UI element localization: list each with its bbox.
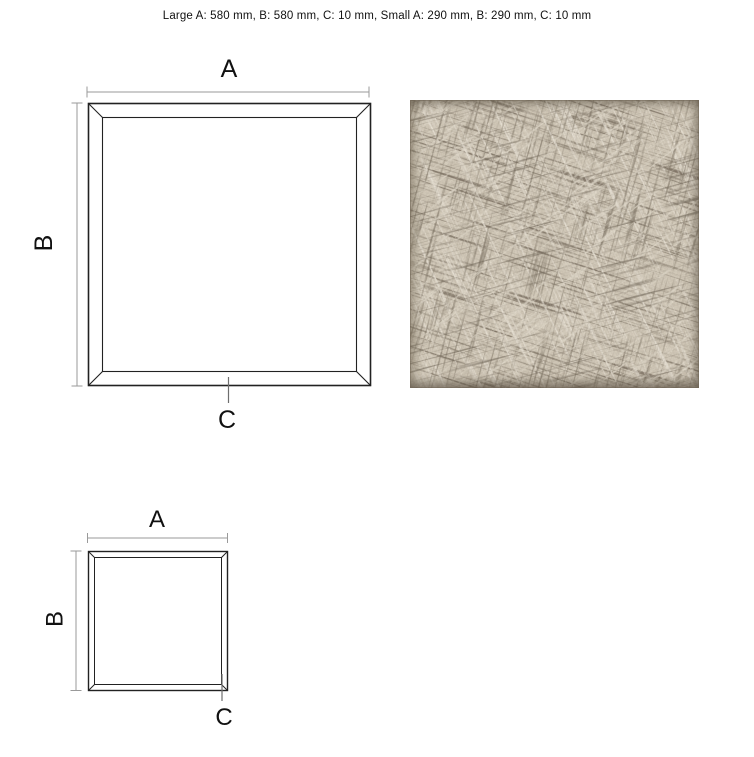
small-label-a: A (148, 506, 166, 533)
large-label-b: B (29, 234, 58, 252)
small-label-c: C (215, 704, 233, 731)
small-panel-outline (89, 552, 228, 691)
small-panel-line-drawing (40, 498, 265, 743)
large-panel-outline (89, 104, 371, 386)
large-label-c: C (217, 406, 237, 434)
wood-wool-panel-texture-photo (410, 100, 699, 388)
large-panel-line-drawing (28, 54, 390, 436)
large-dimension-lines (72, 87, 370, 387)
texture-render (410, 100, 699, 388)
large-label-a: A (220, 55, 238, 83)
small-label-b: B (41, 610, 69, 628)
dimensions-title: Large A: 580 mm, B: 580 mm, C: 10 mm, Small A: 290 mm, B: 290 mm, C: 10 mm (162, 10, 592, 22)
